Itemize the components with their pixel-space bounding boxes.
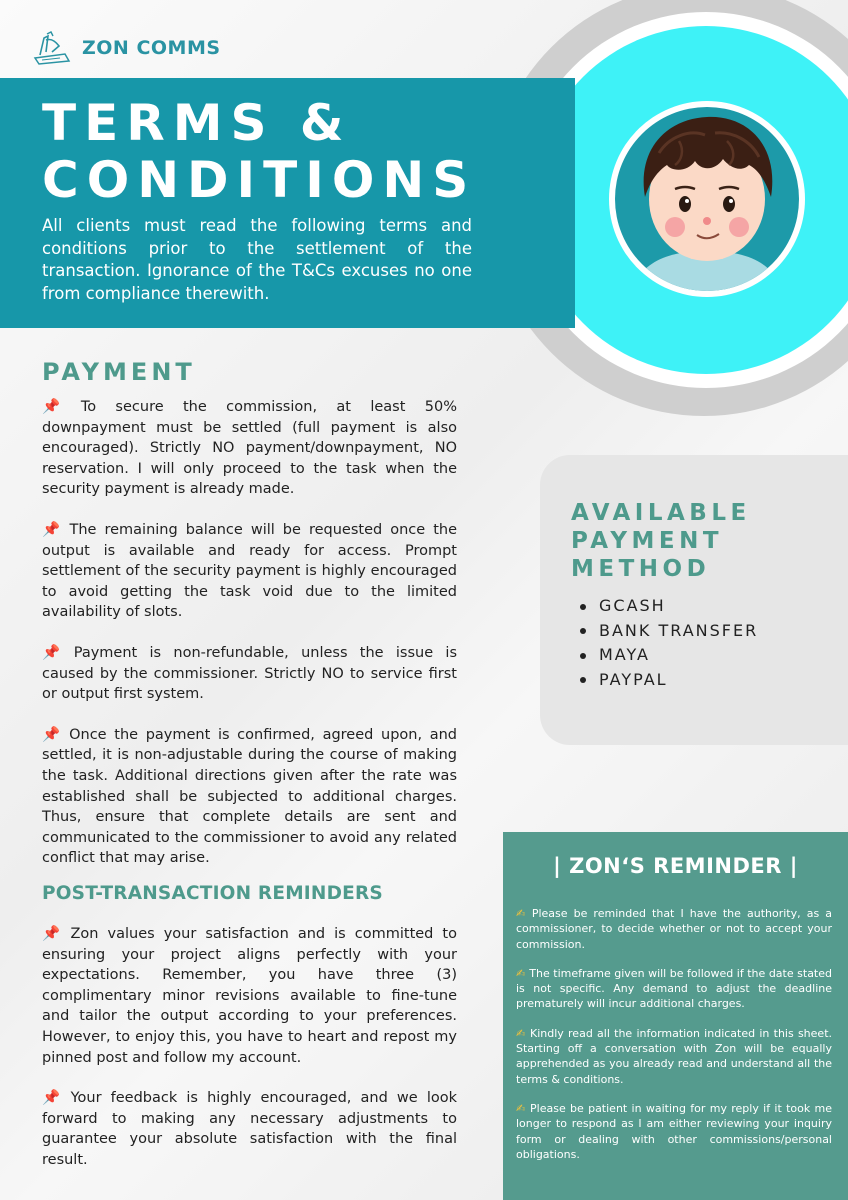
post-transaction-term-text: Zon values your satisfaction and is committed to ensuring your project aligns perfectly with your expectations. Remember, you have three (3) complimentary minor revisions available to fine-tune and tailor the output according to your preferences. However, to enjoy this, you have to heart and repost my pinned post and follow my account. <box>42 926 457 1066</box>
payment-method-label: MAYA <box>599 645 650 664</box>
payment-method-item <box>580 594 758 619</box>
payment-term-text: Once the payment is confirmed, agreed upon, and settled, it is non-adjustable during the course of making the task. Additional directions given after the rate was established shall be subjected to additional charges. Thus, ensure that complete details are sent and communicated to the commissioner to avoid any related conflict that may arise. <box>42 726 457 867</box>
bullet-icon <box>580 653 586 659</box>
brand-logo <box>32 30 221 66</box>
payment-methods-list <box>580 594 758 692</box>
payment-method-label: PAYPAL <box>599 669 668 689</box>
writing-hand-icon: ✍ <box>516 1026 526 1040</box>
bullet-icon <box>580 677 586 683</box>
reminder-item-text: The timeframe given will be followed if the date stated is not specific. Any demand to adjust the deadline prematurely will incur additional charges. <box>516 966 832 1011</box>
writing-hand-icon: ✍ <box>516 966 526 980</box>
payment-method-item <box>580 619 758 644</box>
post-transaction-heading: POST-TRANSACTION REMINDERS <box>42 883 383 904</box>
payment-term-text: Payment is non-refundable, unless the issue is caused by the commissioner. Strictly NO to service first or output first system. <box>42 644 458 703</box>
payment-term-text: To secure the commission, at least 50% downpayment must be settled (full payment is also encouraged). Strictly NO payment/downpayment, NO reservation. I will only proceed to the task when the security payment is already made. <box>42 399 457 498</box>
post-transaction-term-text: Your feedback is highly encouraged, and we look forward to making any necessary adjustments to guarantee your absolute satisfaction with the final result. <box>42 1090 457 1168</box>
reminder-item-text: Please be patient in waiting for my reply if it took me longer to respond as I am either reviewing your inquiry form or dealing with other commissions/personal obligations. <box>516 1101 832 1161</box>
payment-method-item <box>580 668 758 693</box>
payment-methods-heading-line: AVAILABLE <box>571 500 751 526</box>
brand-name: ZON COMMS <box>82 37 221 59</box>
reminder-item <box>516 966 832 1012</box>
writing-hand-icon: ✍ <box>516 907 528 920</box>
pushpin-icon: 📌 <box>42 726 64 743</box>
payment-term <box>42 520 457 623</box>
post-transaction-terms <box>42 924 457 1191</box>
page-title <box>42 95 562 209</box>
reminder-item <box>516 906 832 952</box>
payment-methods-heading-line: PAYMENT <box>571 528 724 554</box>
pushpin-icon: 📌 <box>42 521 64 538</box>
payment-methods-heading-line: METHOD <box>571 556 711 582</box>
avatar-illustration <box>609 101 805 297</box>
payment-heading: PAYMENT <box>42 358 196 386</box>
payment-method-label: GCASH <box>599 596 666 615</box>
drawing-hand-logo-icon <box>32 30 72 66</box>
bullet-icon <box>580 628 586 634</box>
intro-text: All clients must read the following terms and conditions prior to the settlement of the transaction. Ignorance of the T&Cs excuses no one from compliance therewith. <box>42 216 472 303</box>
writing-hand-icon: ✍ <box>516 1101 527 1115</box>
reminder-list <box>516 906 832 1176</box>
payment-term <box>42 725 457 869</box>
reminder-item <box>516 1101 832 1162</box>
payment-methods-panel <box>540 455 848 745</box>
payment-term <box>42 643 457 705</box>
post-transaction-term <box>42 924 457 1068</box>
payment-method-item <box>580 643 758 668</box>
title-line-2: CONDITIONS <box>42 151 477 209</box>
pushpin-icon: 📌 <box>42 644 68 661</box>
title-line-1: TERMS & <box>42 94 352 152</box>
pushpin-icon: 📌 <box>42 1090 65 1107</box>
bullet-icon <box>580 604 586 610</box>
reminder-panel <box>503 832 848 1200</box>
reminder-item <box>516 1026 832 1087</box>
payment-term-text: The remaining balance will be requested once the output is available and ready for access. Prompt settlement of the security payment is highly encouraged to avoid getting the task void due to the limited availability of slots. <box>42 521 457 621</box>
hero-banner <box>0 78 575 328</box>
reminder-heading: | ZON‘S REMINDER | <box>553 854 798 878</box>
payment-method-label: BANK TRANSFER <box>599 620 759 640</box>
payment-methods-heading <box>571 499 751 583</box>
payment-term <box>42 397 457 500</box>
pushpin-icon: 📌 <box>42 399 75 415</box>
post-transaction-term <box>42 1088 457 1170</box>
pushpin-icon: 📌 <box>42 926 65 942</box>
reminder-item-text: Please be reminded that I have the authority, as a commissioner, to decide whether or not to accept your commission. <box>516 907 833 951</box>
payment-terms <box>42 397 457 889</box>
reminder-item-text: Kindly read all the information indicated in this sheet. Starting off a conversation with Zon will be equally apprehended as you already read and understand all the terms & conditions. <box>516 1026 833 1086</box>
